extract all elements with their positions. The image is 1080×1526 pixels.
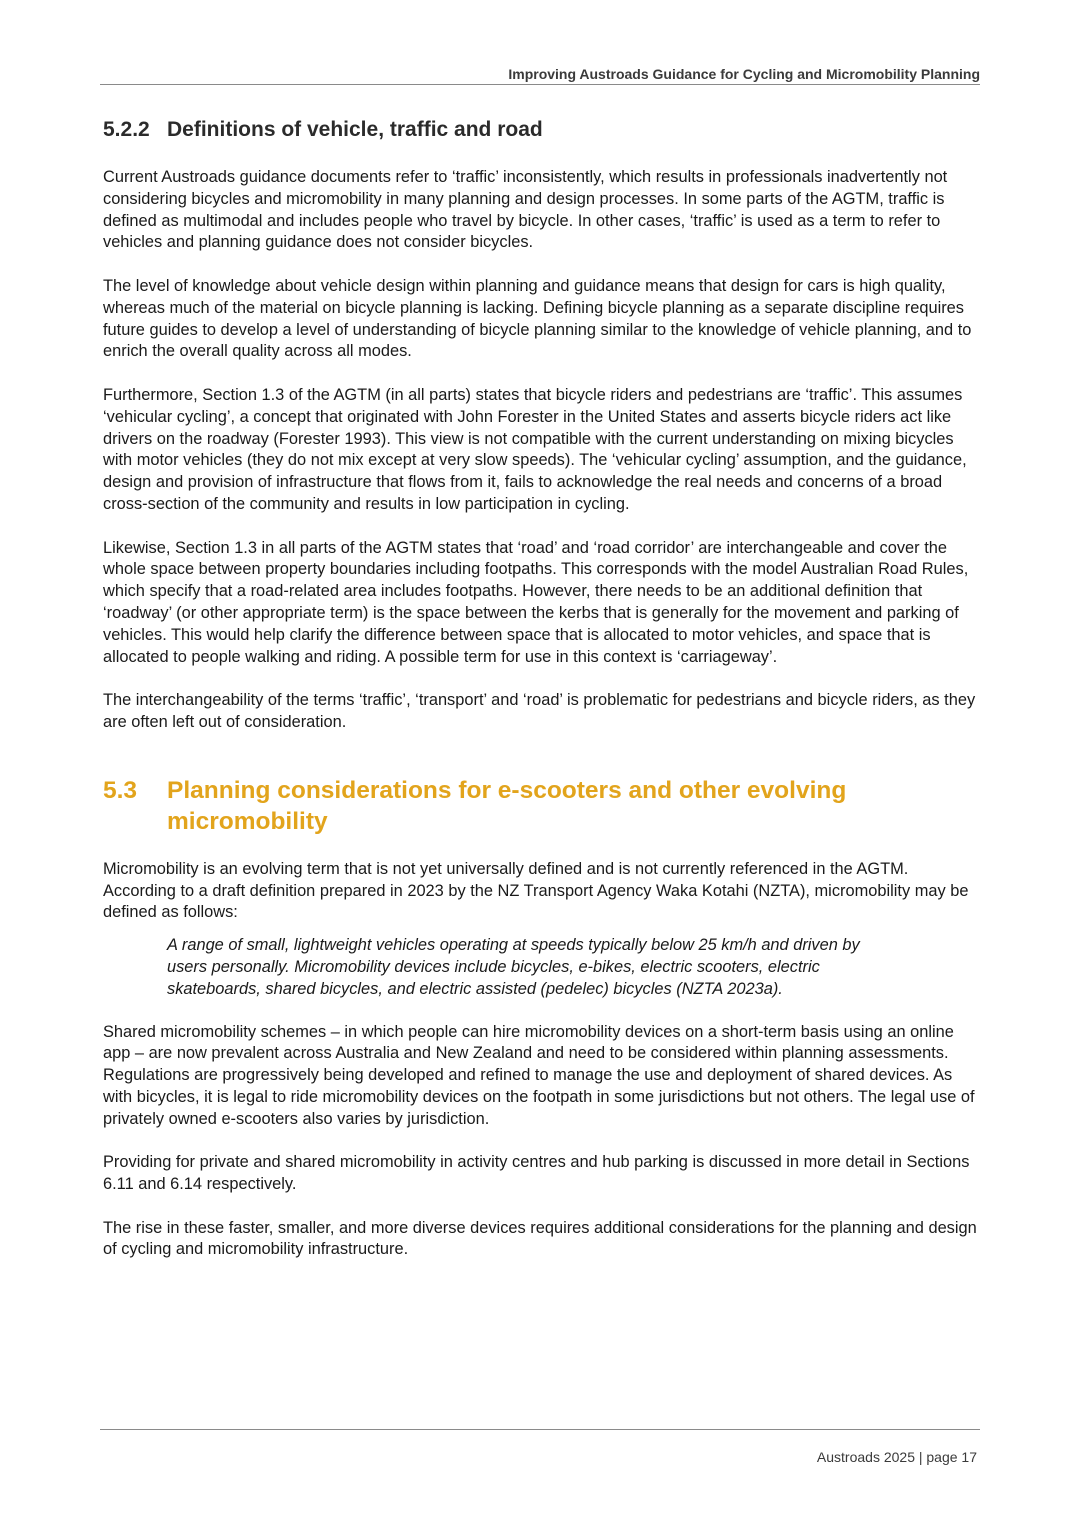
paragraph: Providing for private and shared micromobility in activity centres and hub parking is discussed in more detail in Sections 6.11 and 6.14 respectively. <box>103 1153 970 1194</box>
section-number: 5.3 <box>103 776 138 804</box>
section-title: Planning considerations for e-scooters and other evolving micromobility <box>167 776 847 835</box>
header-divider <box>100 84 980 85</box>
paragraph: Likewise, Section 1.3 in all parts of the AGTM states that ‘road’ and ‘road corridor’ are interchangeable and cover the whole space between property boundaries including footpaths. This corresponds with the model Australian Road Rules, which specify that a road-related area includes footpaths. However, there needs to be an additional definition that ‘roadway’ (or other appropriate term) is the space between the kerbs that is generally for the movement and parking of vehicles. This would help clarify the difference between space that is allocated to motor vehicles, and space that is allocated to people walking and riding. A possible term for use in this context is ‘carriageway’. <box>103 538 969 666</box>
running-header: Improving Austroads Guidance for Cycling and Micromobility Planning <box>508 66 980 82</box>
page-content <box>103 116 978 1261</box>
paragraph: Furthermore, Section 1.3 of the AGTM (in all parts) states that bicycle riders and pedestrians are ‘traffic’. This assumes ‘vehicular cycling’, a concept that originated with John Forester in the United States and asserts bicycle riders act like drivers on the roadway (Forester 1993). This view is not compatible with the current understanding on mixing bicycles with motor vehicles (they do not mix except at very slow speeds). The ‘vehicular cycling’ assumption, and the guidance, design and provision of infrastructure that flows from it, fails to acknowledge the real needs and concerns of a broad cross-section of the community and results in low participation in cycling. <box>103 385 967 513</box>
paragraph-intro: Micromobility is an evolving term that is not yet universally defined and is not currently referenced in the AGTM. According to a draft definition prepared in 2023 by the NZ Transport Agency Waka Kotahi (NZTA), micromobility may be defined as follows: <box>103 859 969 922</box>
paragraph: The level of knowledge about vehicle design within planning and guidance means that design for cars is high quality, whereas much of the material on bicycle planning is lacking. Defining bicycle planning as a separate discipline requires future guides to develop a level of understanding of bicycle planning similar to the knowledge of vehicle planning, and to enrich the overall quality across all modes. <box>103 276 972 361</box>
subsection-number: 5.2.2 <box>103 118 150 141</box>
paragraph: The interchangeability of the terms ‘traffic’, ‘transport’ and ‘road’ is problematic for pedestrians and bicycle riders, as they are often left out of consideration. <box>103 691 976 731</box>
paragraph: The rise in these faster, smaller, and more diverse devices requires additional considerations for the planning and design of cycling and micromobility infrastructure. <box>103 1218 977 1259</box>
subsection-heading-5-2-2 <box>103 116 978 144</box>
footer-divider <box>100 1429 980 1430</box>
definition-quote: A range of small, lightweight vehicles operating at speeds typically below 25 km/h and driven by users personally. Micromobility devices include bicycles, e-bikes, electric scooters, electric skateboards, shared bicycles, and electric assisted (pedelec) bicycles (NZTA 2023a). <box>167 936 860 998</box>
subsection-title: Definitions of vehicle, traffic and road <box>167 118 543 141</box>
page-footer: Austroads 2025 | page 17 <box>816 1449 977 1465</box>
paragraph: Shared micromobility schemes – in which people can hire micromobility devices on a short-term basis using an online app – are now prevalent across Australia and New Zealand and need to be considered within planning assessments. Regulations are progressively being developed and refined to manage the use and deployment of shared devices. As with bicycles, it is legal to ride micromobility devices on the footpath in some jurisdictions but not others. The legal use of privately owned e-scooters also varies by jurisdiction. <box>103 1022 975 1128</box>
paragraph: Current Austroads guidance documents refer to ‘traffic’ inconsistently, which results in professionals inadvertently not considering bicycles and micromobility in many planning and design processes. In some parts of the AGTM, traffic is defined as multimodal and includes people who travel by bicycle. In other cases, ‘traffic’ is used as a term to refer to vehicles and planning guidance does not consider bicycles. <box>103 168 948 252</box>
section-heading-5-3 <box>103 775 978 837</box>
